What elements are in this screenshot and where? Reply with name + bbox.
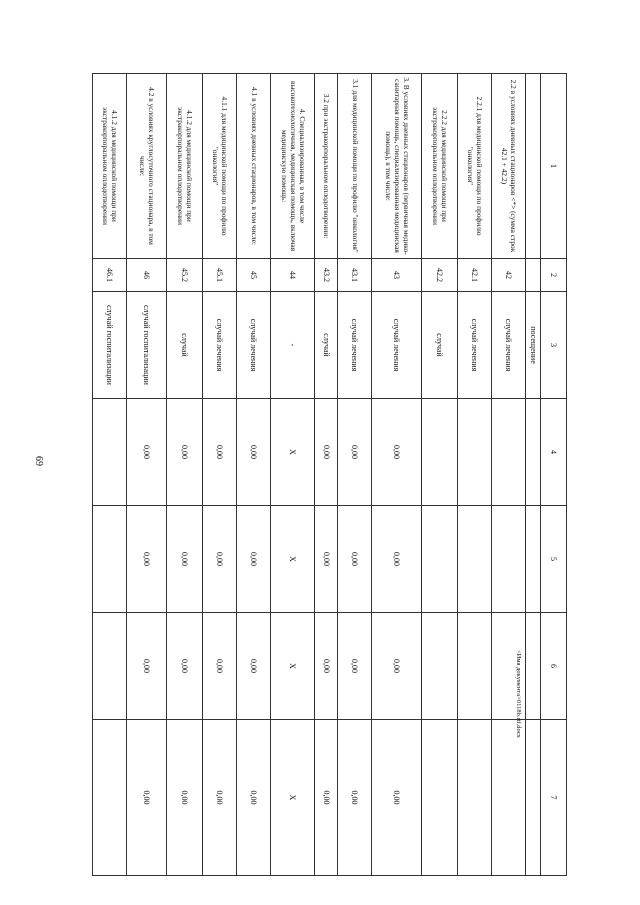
row-value-cell bbox=[422, 399, 458, 506]
row-unit-cell: случай bbox=[422, 292, 458, 399]
row-name-cell: 4.1.2 для медицинской помощи при экстракорпоральном оплодотворении bbox=[93, 74, 127, 259]
row-code-cell: 46 bbox=[127, 259, 167, 292]
row-code-cell: 42.2 bbox=[422, 259, 458, 292]
row-value-cell bbox=[458, 399, 492, 506]
row-code-cell: 46.1 bbox=[93, 259, 127, 292]
row-value-cell: 0,00 bbox=[237, 399, 271, 506]
table-header-row bbox=[541, 74, 567, 876]
row-unit-cell: случай bbox=[167, 292, 203, 399]
row-value-cell: 0,00 bbox=[127, 720, 167, 876]
row-value-cell: 0,00 bbox=[315, 506, 338, 613]
table-row bbox=[458, 74, 492, 876]
row-name-cell bbox=[526, 74, 541, 259]
row-name-cell: 4.1 в условиях дневных стационаров, в том числе: bbox=[237, 74, 271, 259]
row-value-cell bbox=[93, 506, 127, 613]
row-value-cell bbox=[526, 506, 541, 613]
row-value-cell bbox=[526, 613, 541, 720]
header-cell: 5 bbox=[541, 506, 567, 613]
row-value-cell: 0,00 bbox=[315, 613, 338, 720]
row-value-cell: 0,00 bbox=[167, 720, 203, 876]
row-value-cell: 0,00 bbox=[338, 399, 372, 506]
statistics-table bbox=[92, 73, 567, 876]
table-row bbox=[167, 74, 203, 876]
header-cell: 3 bbox=[541, 292, 567, 399]
row-value-cell bbox=[526, 399, 541, 506]
row-name-cell: 4.1.1 для медицинской помощи по профилю "онкология" bbox=[203, 74, 237, 259]
table-row bbox=[237, 74, 271, 876]
row-value-cell bbox=[492, 506, 526, 613]
header-cell: 7 bbox=[541, 720, 567, 876]
row-value-cell bbox=[422, 506, 458, 613]
row-value-cell: 0,00 bbox=[315, 720, 338, 876]
row-value-cell: 0,00 bbox=[203, 720, 237, 876]
table-row bbox=[315, 74, 338, 876]
row-code-cell: 43 bbox=[372, 259, 422, 292]
row-value-cell bbox=[458, 613, 492, 720]
row-value-cell: 0,00 bbox=[372, 720, 422, 876]
row-name-cell: 4.1.2 для медицинской помощи при экстракорпоральном оплодотворении bbox=[167, 74, 203, 259]
row-code-cell: 43.1 bbox=[338, 259, 372, 292]
row-value-cell: 0,00 bbox=[372, 506, 422, 613]
table-row bbox=[422, 74, 458, 876]
row-name-cell: 2.2.2 для медицинской помощи при экстракорпоральном оплодотворении bbox=[422, 74, 458, 259]
row-value-cell: 0,00 bbox=[338, 720, 372, 876]
row-value-cell: 0,00 bbox=[338, 506, 372, 613]
row-code-cell bbox=[526, 259, 541, 292]
row-value-cell: 0,00 bbox=[203, 613, 237, 720]
row-name-cell: 4.2 в условиях круглосуточного стационара, в том числе: bbox=[127, 74, 167, 259]
page-number: 69 bbox=[33, 456, 44, 466]
row-value-cell: X bbox=[271, 506, 315, 613]
row-value-cell bbox=[93, 613, 127, 720]
row-unit-cell: случай лечения bbox=[458, 292, 492, 399]
table-body bbox=[93, 74, 541, 876]
table-row bbox=[338, 74, 372, 876]
row-value-cell: X bbox=[271, 720, 315, 876]
row-value-cell bbox=[526, 720, 541, 876]
row-unit-cell: - bbox=[271, 292, 315, 399]
row-value-cell: 0,00 bbox=[315, 399, 338, 506]
row-unit-cell: случай лечения bbox=[338, 292, 372, 399]
row-value-cell bbox=[422, 720, 458, 876]
row-unit-cell: случай лечения bbox=[237, 292, 271, 399]
table-row bbox=[127, 74, 167, 876]
row-name-cell: 4. Специализированная, в том числе высокотехнологичная, медицинская помощь, включая медицинскую помощь: bbox=[271, 74, 315, 259]
footer-file-name: <Имя документа>0118b.rtf.docx bbox=[515, 650, 522, 738]
row-value-cell: 0,00 bbox=[372, 399, 422, 506]
row-value-cell: 0,00 bbox=[127, 613, 167, 720]
row-value-cell bbox=[458, 720, 492, 876]
table-row bbox=[372, 74, 422, 876]
row-value-cell: 0,00 bbox=[203, 399, 237, 506]
row-value-cell: 0,00 bbox=[237, 506, 271, 613]
row-name-cell: 3.1 для медицинской помощи по профилю "онкология" bbox=[338, 74, 372, 259]
row-value-cell bbox=[422, 613, 458, 720]
row-code-cell: 43.2 bbox=[315, 259, 338, 292]
row-value-cell: 0,00 bbox=[127, 399, 167, 506]
row-value-cell: 0,00 bbox=[372, 613, 422, 720]
row-value-cell: 0,00 bbox=[203, 506, 237, 613]
row-value-cell: 0,00 bbox=[338, 613, 372, 720]
row-code-cell: 45.2 bbox=[167, 259, 203, 292]
header-cell: 2 bbox=[541, 259, 567, 292]
row-name-cell: 3.2 при экстракорпоральном оплодотворении: bbox=[315, 74, 338, 259]
row-name-cell: 2.2 в условиях дневных стационаров <*> (сумма строк 42.1 + 42.2) bbox=[492, 74, 526, 259]
row-value-cell: 0,00 bbox=[237, 613, 271, 720]
row-value-cell: 0,00 bbox=[167, 506, 203, 613]
row-value-cell: 0,00 bbox=[237, 720, 271, 876]
row-value-cell: X bbox=[271, 613, 315, 720]
table-row bbox=[526, 74, 541, 876]
row-unit-cell: случай лечения bbox=[372, 292, 422, 399]
header-cell: 6 bbox=[541, 613, 567, 720]
row-code-cell: 45 bbox=[237, 259, 271, 292]
row-name-cell: 3. В условиях дневных стационаров (первичная медико-санитарная помощь, специализированная медицинская помощь), в том числе: bbox=[372, 74, 422, 259]
table-row bbox=[93, 74, 127, 876]
header-cell: 4 bbox=[541, 399, 567, 506]
row-unit-cell: случай госпитализации bbox=[127, 292, 167, 399]
row-unit-cell: посещение bbox=[526, 292, 541, 399]
row-code-cell: 42 bbox=[492, 259, 526, 292]
row-code-cell: 44 bbox=[271, 259, 315, 292]
row-name-cell: 2.2.1 для медицинской помощи по профилю "онкология" bbox=[458, 74, 492, 259]
table-row bbox=[271, 74, 315, 876]
row-code-cell: 42.1 bbox=[458, 259, 492, 292]
table-row bbox=[203, 74, 237, 876]
row-value-cell: 0,00 bbox=[127, 506, 167, 613]
row-value-cell bbox=[93, 399, 127, 506]
table-container bbox=[93, 73, 567, 875]
header-cell: 1 bbox=[541, 74, 567, 259]
row-value-cell: X bbox=[271, 399, 315, 506]
row-value-cell bbox=[458, 506, 492, 613]
row-value-cell bbox=[492, 399, 526, 506]
row-value-cell: 0,00 bbox=[167, 613, 203, 720]
row-unit-cell: случай лечения bbox=[203, 292, 237, 399]
row-value-cell bbox=[93, 720, 127, 876]
row-unit-cell: случай bbox=[315, 292, 338, 399]
row-code-cell: 45.1 bbox=[203, 259, 237, 292]
row-unit-cell: случай госпитализации bbox=[93, 292, 127, 399]
row-value-cell: 0,00 bbox=[167, 399, 203, 506]
row-unit-cell: случай лечения bbox=[492, 292, 526, 399]
